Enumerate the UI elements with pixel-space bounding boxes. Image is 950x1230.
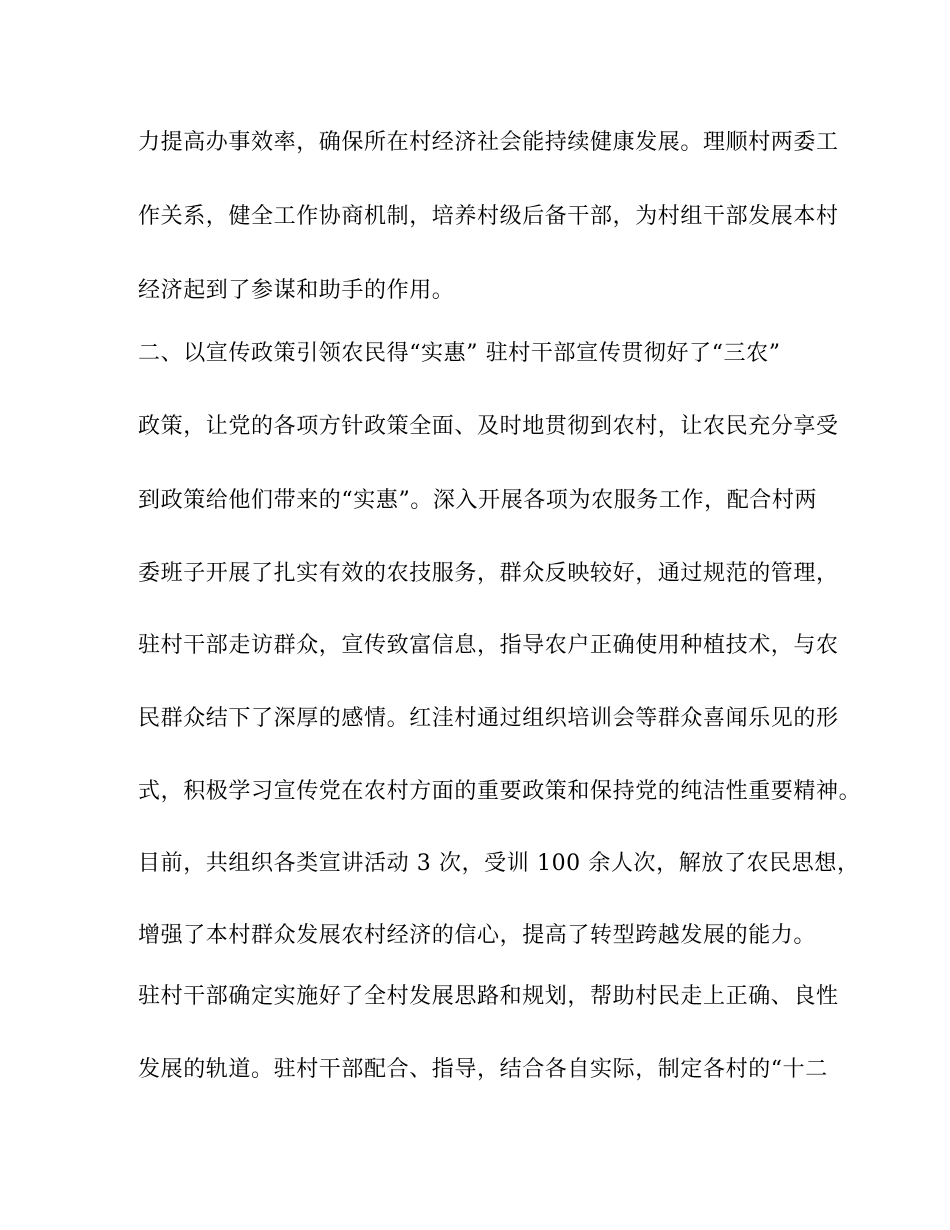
text-line: 发展的轨道。驻村干部配合、指导，结合各自实际，制定各村的“十二 [138,1057,828,1082]
text-line: 驻村干部确定实施好了全村发展思路和规划，帮助村民走上正确、良性 [138,984,839,1009]
text-line: 力提高办事效率，确保所在村经济社会能持续健康发展。理顺村两委工 [138,130,839,155]
text-line: 驻村干部走访群众，宣传致富信息，指导农户正确使用种植技术，与农 [138,633,839,658]
text-line: 作关系，健全工作协商机制，培养村级后备干部，为村组干部发展本村 [138,204,839,229]
text-line: 增强了本村群众发展农村经济的信心，提高了转型跨越发展的能力。 [138,923,817,948]
text-line: 民群众结下了深厚的感情。红洼村通过组织培训会等群众喜闻乐见的形 [138,706,839,731]
text-line: 经济起到了参谋和助手的作用。 [138,278,455,303]
text-line: 式，积极学习宣传党在农村方面的重要政策和保持党的纯洁性重要精神。 [138,779,862,804]
text-line: 委班子开展了扎实有效的农技服务，群众反映较好，通过规范的管理， [138,561,839,586]
text-line: 目前，共组织各类宣讲活动 3 次，受训 100 余人次，解放了农民思想， [138,851,860,876]
text-line: 到政策给他们带来的“实惠”。深入开展各项为农服务工作，配合村两 [138,488,818,513]
section-heading-line: 二、以宣传政策引领农民得“实惠” 驻村干部宣传贯彻好了“三农” [138,341,781,366]
text-line: 政策，让党的各项方针政策全面、及时地贯彻到农村，让农民充分享受 [138,414,839,439]
